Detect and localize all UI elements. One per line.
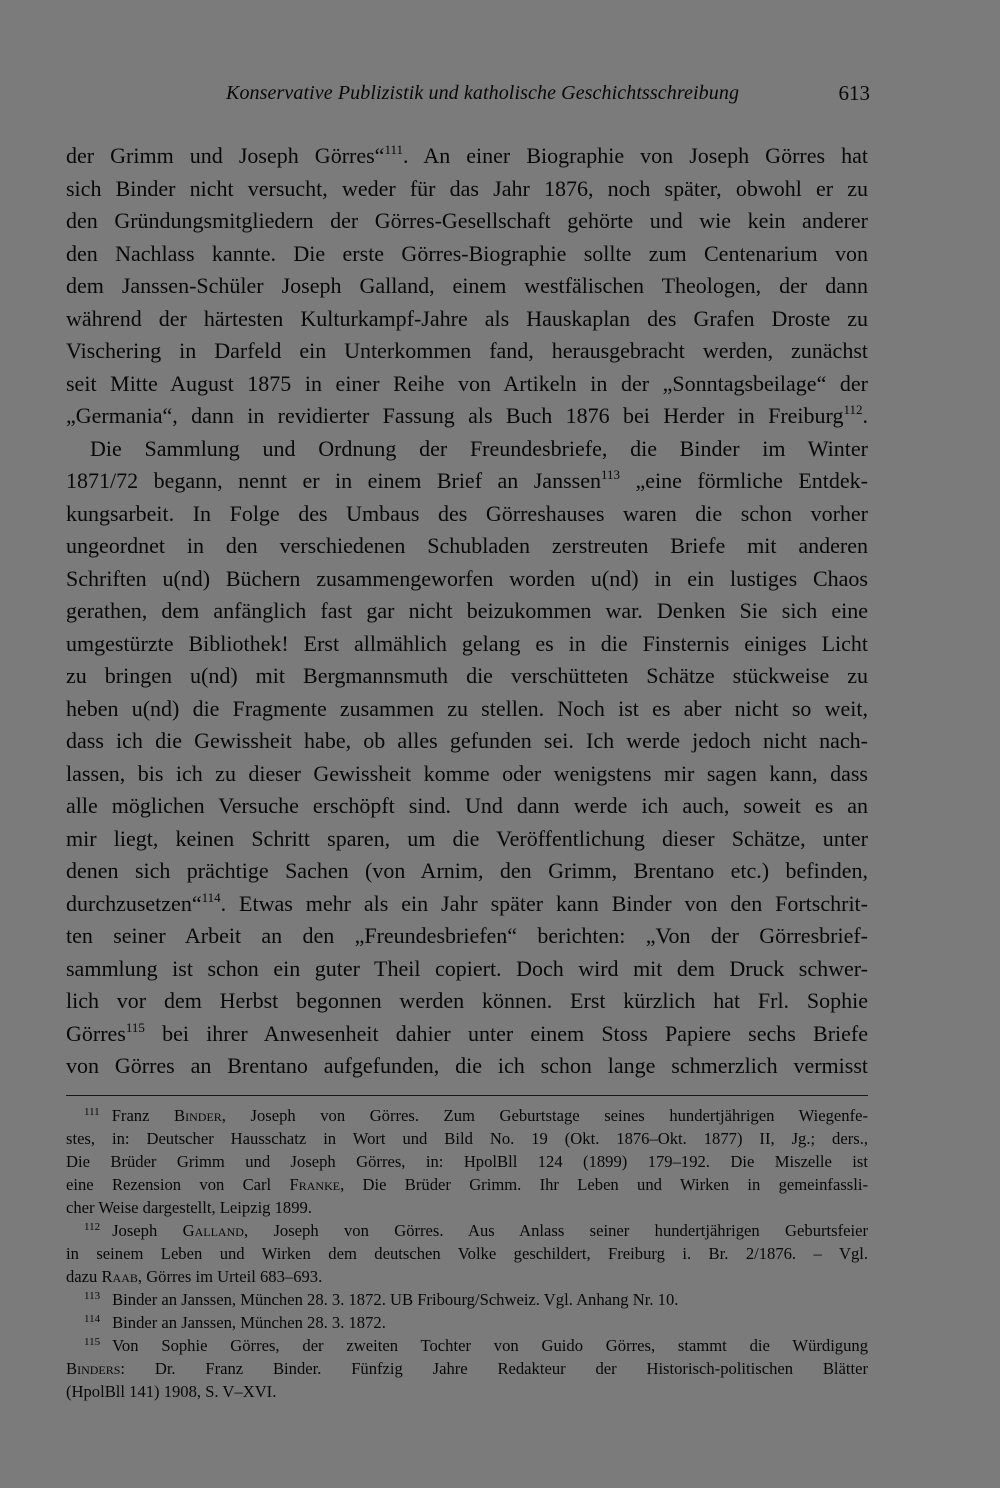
text-line: umgestürzte Bibliothek! Erst allmählich gelang es in die Finsternis einiges Licht	[66, 630, 868, 656]
footnote-divider	[66, 1095, 868, 1096]
text-span: , Joseph von Görres. Zum Geburtstage seines hundertjährigen Wiegenfe-	[221, 1106, 868, 1125]
footnote-line: in seinem Leben und Wirken dem deutschen Volke geschildert, Freiburg i. Br. 2/1876. – Vgl.	[66, 1244, 868, 1263]
text-line: heben u(nd) die Fragmente zusammen zu stellen. Noch ist es aber nicht so weit,	[66, 695, 868, 721]
footnote-ref-114: 114	[201, 889, 221, 905]
footnote-111	[66, 1104, 868, 1127]
text-line	[66, 400, 868, 433]
running-head-title: Konservative Publizistik und katholische Geschichtsschreibung	[226, 82, 740, 104]
text-span: Binder an Janssen, München 28. 3. 1872.	[112, 1313, 386, 1332]
text-span: . An einer Biographie von Joseph Görres hat	[402, 143, 868, 168]
text-line: denen sich prächtige Sachen (von Arnim, den Grimm, Brentano etc.) befinden,	[66, 858, 868, 883]
footnote-112	[66, 1219, 868, 1242]
text-line: von Görres an Brentano aufgefunden, die ich schon lange schmerzlich vermisst	[66, 1053, 868, 1078]
footnote-number: 113	[84, 1290, 101, 1302]
text-span: eine Rezension von Carl	[66, 1175, 290, 1194]
paragraph-start-line: Die Sammlung und Ordnung der Freundesbriefe, die Binder im Winter	[90, 435, 868, 461]
text-span: , Joseph von Görres. Aus Anlass seiner hundertjährigen Geburtsfeier	[243, 1221, 868, 1240]
footnote-ref-115: 115	[125, 1019, 145, 1035]
text-line: während der härtesten Kulturkampf-Jahre als Hauskaplan des Grafen Droste zu	[66, 305, 868, 331]
text-line: alle möglichen Versuche erschöpft sind. Und dann werde ich auch, soweit es an	[66, 793, 868, 818]
text-span: durchzusetzen“	[66, 890, 202, 916]
author-name: Raab	[101, 1267, 138, 1286]
text-span: „Germania“, dann in revidierter Fassung als Buch 1876 bei Herder in Freiburg	[66, 403, 844, 428]
text-span: . Etwas mehr als ein Jahr später kann Binder von den Fortschrit-	[220, 890, 868, 916]
text-line: sich Binder nicht versucht, weder für das Jahr 1876, noch später, obwohl er zu	[66, 175, 868, 201]
text-line	[66, 140, 868, 173]
text-line	[66, 465, 868, 498]
text-span: .	[862, 403, 868, 428]
text-span: dazu	[66, 1267, 102, 1286]
text-span: der Grimm und Joseph Görres“	[66, 143, 385, 168]
author-name: Binder	[174, 1106, 222, 1125]
text-span: , Die Brüder Grimm. Ihr Leben und Wirken in gemeinfassli-	[340, 1175, 868, 1194]
author-name: Binders	[66, 1359, 121, 1378]
text-line: lich vor dem Herbst begonnen werden können. Erst kürzlich hat Frl. Sophie	[66, 988, 868, 1013]
text-line: lassen, bis ich zu dieser Gewissheit komme oder wenigstens mir sagen kann, dass	[66, 760, 868, 786]
text-line: dem Janssen-Schüler Joseph Galland, einem westfälischen Theologen, der dann	[66, 273, 868, 298]
footnote-number: 112	[84, 1221, 101, 1233]
text-span: Franz	[111, 1106, 175, 1125]
text-line: sammlung ist schon ein guter Theil copiert. Doch wird mit dem Druck schwer-	[66, 955, 868, 981]
text-line: Vischering in Darfeld ein Unterkommen fand, herausgebracht werden, zunächst	[66, 338, 868, 363]
text-span: , Görres im Urteil 683–693.	[137, 1267, 323, 1286]
footnote-number: 115	[84, 1336, 101, 1348]
footnotes	[66, 1104, 868, 1403]
text-span: bei ihrer Anwesenheit dahier unter einem Stoss Papiere sechs Briefe	[144, 1020, 868, 1046]
text-line: den Nachlass kannte. Die erste Görres-Biographie sollte zum Centenarium von	[66, 240, 868, 266]
main-text	[66, 140, 868, 1083]
text-line: ungeordnet in den verschiedenen Schubladen zerstreuten Briefe mit anderen	[66, 533, 868, 558]
text-span: Görres	[66, 1020, 126, 1046]
footnote-line: (HpolBll 141) 1908, S. V–XVI.	[66, 1382, 277, 1401]
author-name: Galland	[182, 1221, 244, 1240]
text-span: 1871/72 begann, nennt er in einem Brief an Janssen	[66, 468, 601, 493]
footnote-ref-113: 113	[600, 467, 620, 482]
text-line: den Gründungsmitgliedern der Görres-Gesellschaft gehörte und wie kein anderer	[66, 208, 868, 233]
text-span: Binder an Janssen, München 28. 3. 1872. UB Fribourg/Schweiz. Vgl. Anhang Nr. 10.	[112, 1290, 679, 1309]
page-number: 613	[838, 81, 870, 105]
text-line	[66, 888, 868, 921]
text-line: kungsarbeit. In Folge des Umbaus des Görreshauses waren die schon vorher	[66, 500, 868, 526]
footnote-line: stes, in: Deutscher Hausschatz in Wort und Bild No. 19 (Okt. 1876–Okt. 1877) II, Jg.; ders.,	[66, 1129, 868, 1148]
footnote-115	[66, 1334, 868, 1357]
footnote-line	[66, 1265, 868, 1288]
footnote-number: 111	[84, 1106, 100, 1118]
text-line: mir liegt, keinen Schritt sparen, um die Veröffentlichung dieser Schätze, unter	[66, 825, 868, 851]
footnote-line	[66, 1173, 868, 1196]
footnote-number: 114	[84, 1313, 101, 1325]
text-span: Von Sophie Görres, der zweiten Tochter von Guido Görres, stammt die Würdigung	[112, 1336, 868, 1355]
text-line: seit Mitte August 1875 in einer Reihe von Artikeln in der „Sonntagsbeilage“ der	[66, 370, 868, 396]
text-line: gerathen, dem anfänglich fast gar nicht beizukommen war. Denken Sie sich eine	[66, 598, 868, 623]
text-span: : Dr. Franz Binder. Fünfzig Jahre Redakteur der Historisch-politischen Blätter	[120, 1359, 868, 1378]
text-line: dass ich die Gewissheit habe, ob alles gefunden sei. Ich werde jedoch nicht nach-	[66, 728, 868, 753]
text-span: Joseph	[112, 1221, 183, 1240]
footnote-ref-111: 111	[384, 142, 403, 157]
text-line: zu bringen u(nd) mit Bergmannsmuth die verschütteten Schätze stückweise zu	[66, 663, 868, 688]
footnote-line: Die Brüder Grimm und Joseph Görres, in: HpolBll 124 (1899) 179–192. Die Miszelle ist	[66, 1152, 868, 1171]
footnote-113	[66, 1288, 868, 1311]
text-line	[66, 1018, 868, 1051]
footnote-line	[66, 1357, 868, 1380]
text-line: ten seiner Arbeit an den „Freundesbriefen“ berichten: „Von der Görresbrief-	[66, 923, 868, 948]
footnote-ref-112: 112	[843, 402, 863, 417]
footnote-line: cher Weise dargestellt, Leipzig 1899.	[66, 1198, 312, 1217]
author-name: Franke	[289, 1175, 341, 1194]
footnote-114	[66, 1311, 868, 1334]
text-line: Schriften u(nd) Büchern zusammengeworfen worden u(nd) in ein lustiges Chaos	[66, 565, 868, 591]
text-span: „eine förmliche Entdek-	[619, 468, 868, 493]
